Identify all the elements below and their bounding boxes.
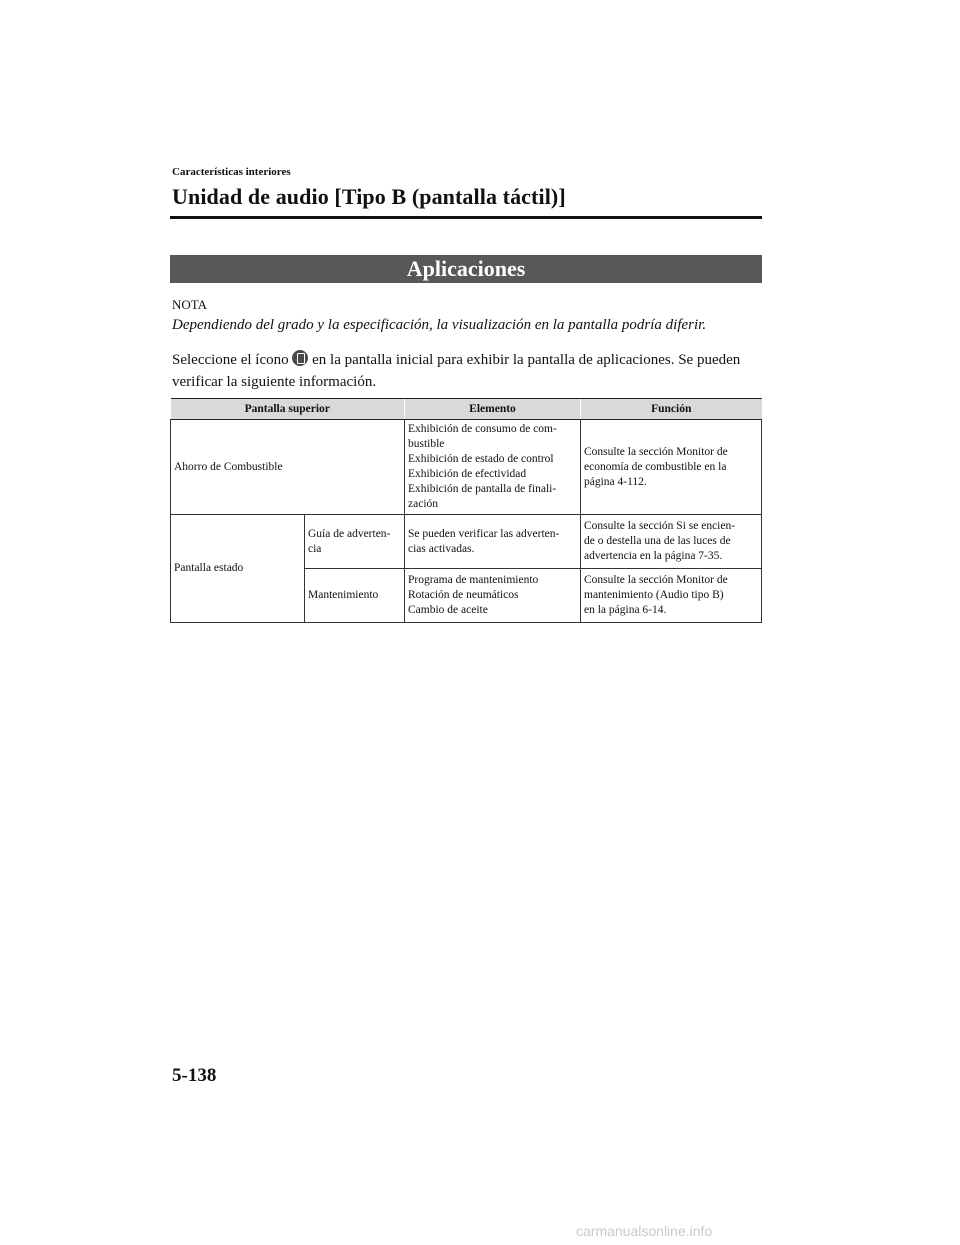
cell-items: Programa de mantenimiento Rotación de neumáticos Cambio de aceite — [405, 569, 581, 623]
cell-element: Mantenimiento — [305, 569, 405, 623]
page-number: 5-138 — [172, 1065, 217, 1086]
intro-paragraph — [172, 349, 764, 393]
cell-element: Guía de adverten- cia — [305, 515, 405, 569]
cell-top-screen: Pantalla estado — [171, 515, 305, 623]
note-label: NOTA — [172, 297, 208, 312]
cell-items: Exhibición de consumo de com- bustible Exhibición de estado de control Exhibición de efectividad Exhibición de pantalla de finali- zación — [405, 420, 581, 515]
page-title: Unidad de audio [Tipo B (pantalla táctil)] — [172, 184, 566, 209]
cell-function: Consulte la sección Si se encien- de o destella una de las luces de advertencia en la página 7-35. — [581, 515, 762, 569]
cell-function: Consulte la sección Monitor de mantenimiento (Audio tipo B) en la página 6-14. — [581, 569, 762, 623]
title-divider — [170, 216, 762, 219]
note-text: Dependiendo del grado y la especificación, la visualización en la pantalla podría diferir. — [172, 317, 707, 333]
section-banner: Aplicaciones — [170, 255, 762, 283]
section-label: Características interiores — [172, 166, 291, 178]
cell-function: Consulte la sección Monitor de economía de combustible en la página 4-112. — [581, 420, 762, 515]
table-row — [171, 515, 762, 569]
header-element: Elemento — [405, 399, 581, 420]
header-function: Función — [581, 399, 762, 420]
paragraph-lead: Seleccione el ícono — [172, 352, 289, 368]
paragraph-rest: en la pantalla inicial para exhibir la pantalla de aplicaciones. Se pueden verificar la siguiente información. — [172, 352, 741, 390]
applications-icon — [292, 350, 308, 366]
table-header-row — [171, 399, 762, 420]
applications-table — [170, 398, 762, 623]
footer-watermark: carmanualsonline.info — [576, 1223, 713, 1239]
cell-top-screen: Ahorro de Combustible — [171, 420, 405, 515]
cell-items: Se pueden verificar las adverten- cias activadas. — [405, 515, 581, 569]
header-top-screen: Pantalla superior — [171, 399, 405, 420]
table-row — [171, 420, 762, 515]
